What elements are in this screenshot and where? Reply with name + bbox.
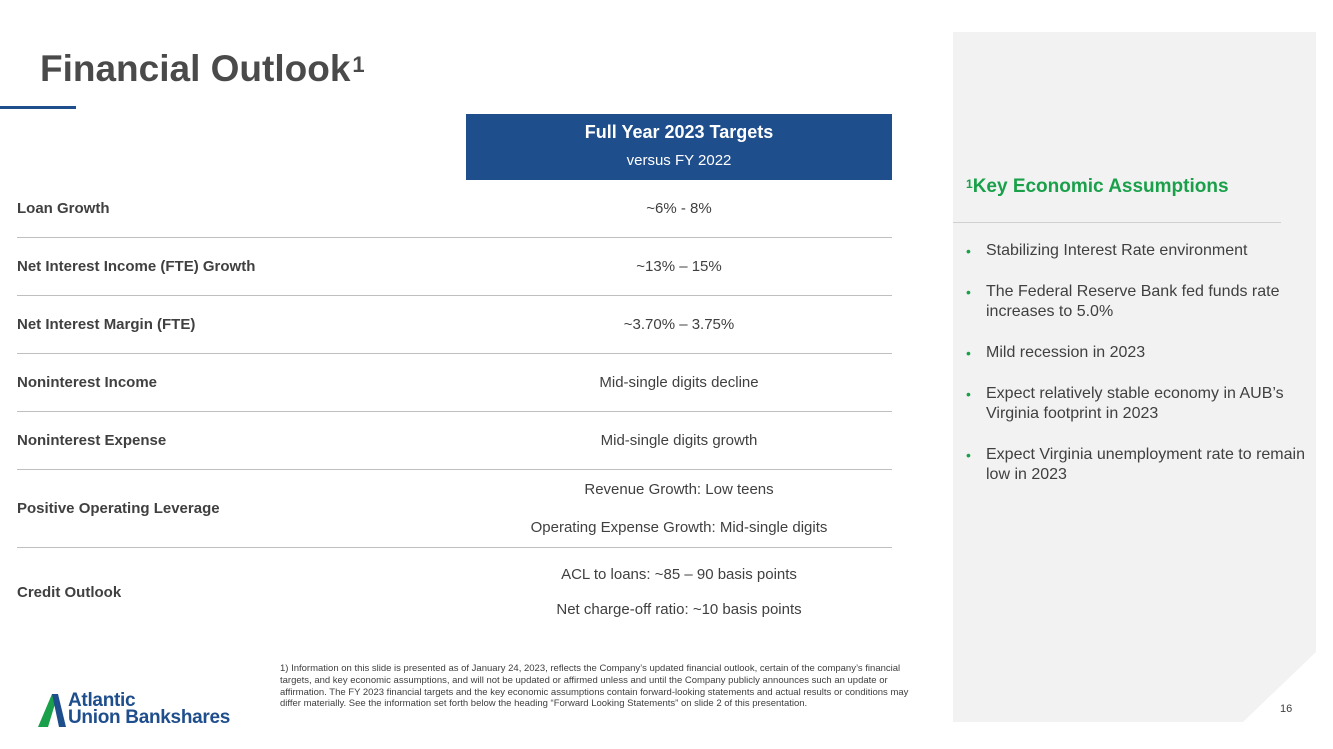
table-row-noninterest-expense — [17, 412, 892, 470]
assumptions-footnote-marker: 1 — [966, 177, 973, 191]
assumptions-title — [966, 176, 1296, 198]
list-item — [966, 384, 1306, 424]
row-value: Revenue Growth: Low teens — [584, 480, 774, 498]
list-item-text: Stabilizing Interest Rate environment — [986, 242, 1248, 259]
bullet-icon: • — [966, 386, 971, 402]
assumptions-divider — [953, 222, 1281, 223]
row-value-cell — [466, 412, 892, 469]
page-title — [40, 48, 365, 90]
targets-header-title: Full Year 2023 Targets — [584, 122, 774, 142]
bullet-icon: • — [966, 284, 971, 300]
row-value: Operating Expense Growth: Mid-single digits — [530, 519, 828, 537]
logo-line1: Atlantic — [68, 690, 136, 711]
row-value: Mid-single digits decline — [599, 374, 759, 391]
row-value: ~13% – 15% — [636, 258, 722, 275]
table-row-nii-growth — [17, 238, 892, 296]
list-item — [966, 241, 1306, 261]
list-item-text: The Federal Reserve Bank fed funds rate increases to 5.0% — [986, 283, 1280, 320]
table-row-credit-outlook — [17, 557, 892, 627]
bullet-icon: • — [966, 447, 971, 463]
row-label: Credit Outlook — [17, 583, 122, 601]
assumptions-list — [966, 241, 1306, 506]
logo-mark-right — [52, 694, 66, 727]
table-row-nim — [17, 296, 892, 354]
row-value-cell — [466, 470, 892, 547]
row-label: Loan Growth — [17, 200, 110, 217]
row-label: Noninterest Expense — [17, 432, 167, 449]
row-value: ~3.70% – 3.75% — [623, 316, 735, 333]
list-item-text: Mild recession in 2023 — [986, 344, 1146, 361]
list-item-text: Expect Virginia unemployment rate to remain low in 2023 — [986, 446, 1305, 483]
page-title-text: Financial Outlook — [40, 48, 351, 89]
row-label: Net Interest Income (FTE) Growth — [17, 258, 256, 275]
bullet-icon: • — [966, 243, 971, 259]
row-value-cell — [466, 296, 892, 353]
logo-line2: Union Bankshares — [68, 707, 231, 728]
row-value-cell — [466, 180, 892, 237]
bullet-icon: • — [966, 345, 971, 361]
targets-header-subtitle: versus FY 2022 — [626, 152, 732, 169]
assumptions-title-text: Key Economic Assumptions — [972, 176, 1229, 197]
row-value: Mid-single digits growth — [600, 432, 758, 449]
list-item-text: Expect relatively stable economy in AUB’s Virginia footprint in 2023 — [986, 385, 1284, 422]
list-item — [966, 343, 1306, 363]
row-value-cell — [466, 238, 892, 295]
row-value: ~6% - 8% — [646, 200, 712, 217]
title-underline — [0, 106, 76, 109]
targets-header — [466, 114, 892, 180]
row-label: Noninterest Income — [17, 374, 158, 391]
table-row-operating-leverage — [17, 470, 892, 548]
row-label: Positive Operating Leverage — [17, 500, 220, 517]
row-label: Net Interest Margin (FTE) — [17, 316, 196, 333]
row-value: Net charge-off ratio: ~10 basis points — [556, 601, 802, 618]
title-footnote-marker: 1 — [352, 52, 365, 77]
table-row-noninterest-income — [17, 354, 892, 412]
footnote: 1) Information on this slide is presented as of January 24, 2023, reflects the Company’s updated financial outlook, certain of the company’s financial targets, and key economic assumptions, and will not be updated or affirmed unless and until the Company publicly announces such an update or affirmation. The FY 2023 financial targets and the key economic assumptions contain forward-looking statements and actual results or conditions may differ materially. See the information set forth below the heading “Forward Looking Statements” on slide 2 of this presentation. — [280, 663, 909, 710]
row-value-cell — [466, 354, 892, 411]
page-number: 16 — [1280, 703, 1293, 715]
row-value-cell — [466, 557, 892, 627]
row-value: ACL to loans: ~85 – 90 basis points — [561, 566, 797, 583]
list-item — [966, 282, 1306, 322]
logo-wordmark — [68, 692, 230, 726]
list-item — [966, 445, 1306, 485]
table-row-loan-growth — [17, 180, 892, 238]
